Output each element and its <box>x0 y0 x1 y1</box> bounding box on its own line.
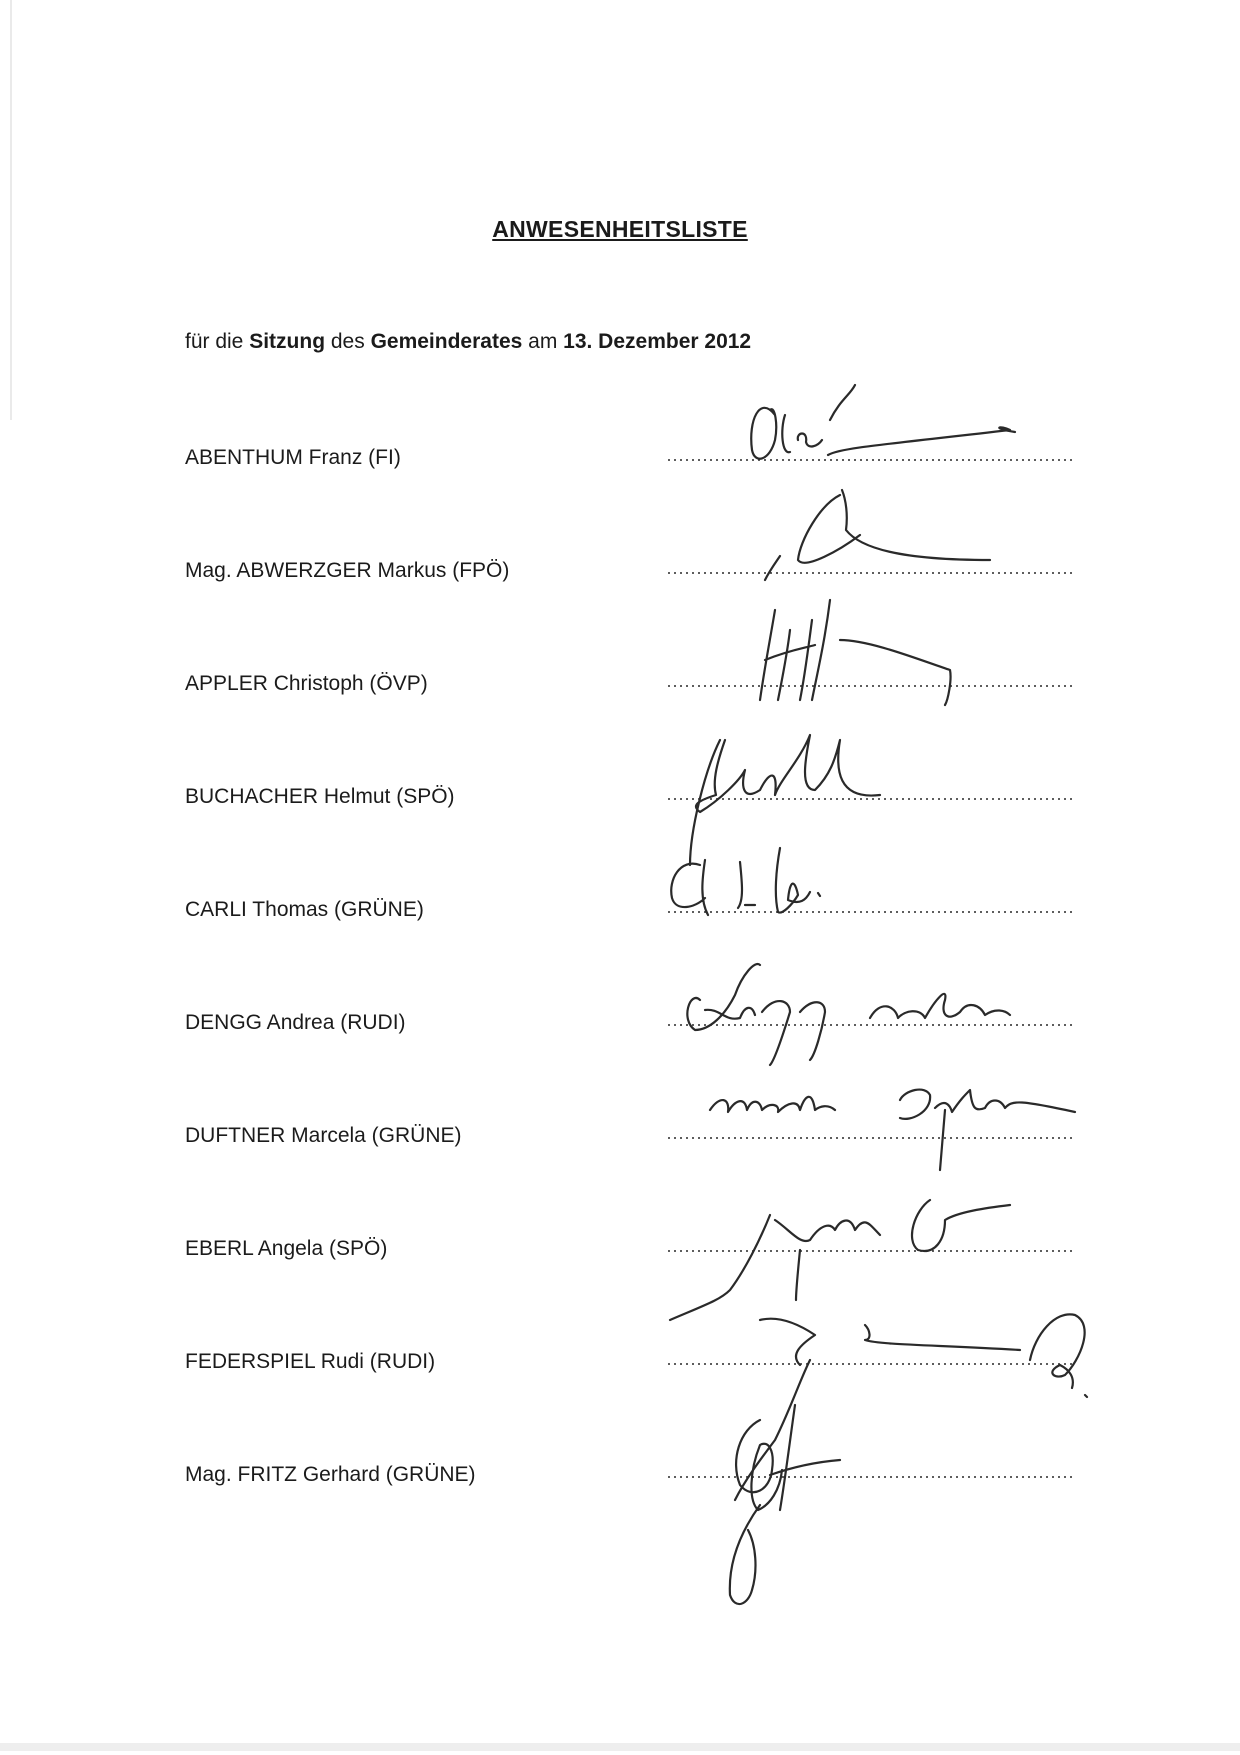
signature-line <box>666 571 1072 575</box>
attendee-row <box>0 1237 1240 1277</box>
signature-line <box>666 458 1072 462</box>
document-subtitle <box>185 330 751 354</box>
attendee-name: DENGG Andrea (RUDI) <box>185 1011 406 1034</box>
attendee-name: CARLI Thomas (GRÜNE) <box>185 898 424 921</box>
signature-line <box>666 797 1072 801</box>
signature-line <box>666 1362 1072 1366</box>
signature-line <box>666 1136 1072 1140</box>
attendee-row <box>0 1350 1240 1390</box>
subtitle-sitzung: Sitzung <box>249 330 326 353</box>
subtitle-date: 13. Dezember 2012 <box>563 330 752 353</box>
subtitle-text: am <box>522 330 564 353</box>
attendee-row <box>0 785 1240 825</box>
signature-line <box>666 1249 1072 1253</box>
attendee-name: FEDERSPIEL Rudi (RUDI) <box>185 1350 436 1373</box>
signature-line <box>666 1475 1072 1479</box>
signature-line <box>666 684 1072 688</box>
subtitle-text: des <box>325 330 371 353</box>
attendee-row <box>0 559 1240 599</box>
attendee-row <box>0 1124 1240 1164</box>
subtitle-gemeinderates: Gemeinderates <box>370 330 523 353</box>
attendee-name: ABENTHUM Franz (FI) <box>185 446 401 469</box>
attendee-row <box>0 1463 1240 1503</box>
attendee-name: Mag. ABWERZGER Markus (FPÖ) <box>185 559 510 582</box>
attendee-name: Mag. FRITZ Gerhard (GRÜNE) <box>185 1463 476 1486</box>
signature-fritz <box>730 1405 840 1604</box>
attendee-row <box>0 672 1240 712</box>
scan-edge <box>10 0 12 420</box>
attendee-row <box>0 898 1240 938</box>
document-title: ANWESENHEITSLISTE <box>492 216 748 242</box>
attendee-row <box>0 446 1240 486</box>
attendee-name: EBERL Angela (SPÖ) <box>185 1237 388 1260</box>
attendee-name: BUCHACHER Helmut (SPÖ) <box>185 785 455 808</box>
signature-line <box>666 910 1072 914</box>
signature-line <box>666 1023 1072 1027</box>
attendee-name: DUFTNER Marcela (GRÜNE) <box>185 1124 462 1147</box>
subtitle-text: für die <box>185 330 250 353</box>
attendee-row <box>0 1011 1240 1051</box>
scan-edge <box>0 1743 1240 1751</box>
attendee-name: APPLER Christoph (ÖVP) <box>185 672 428 695</box>
